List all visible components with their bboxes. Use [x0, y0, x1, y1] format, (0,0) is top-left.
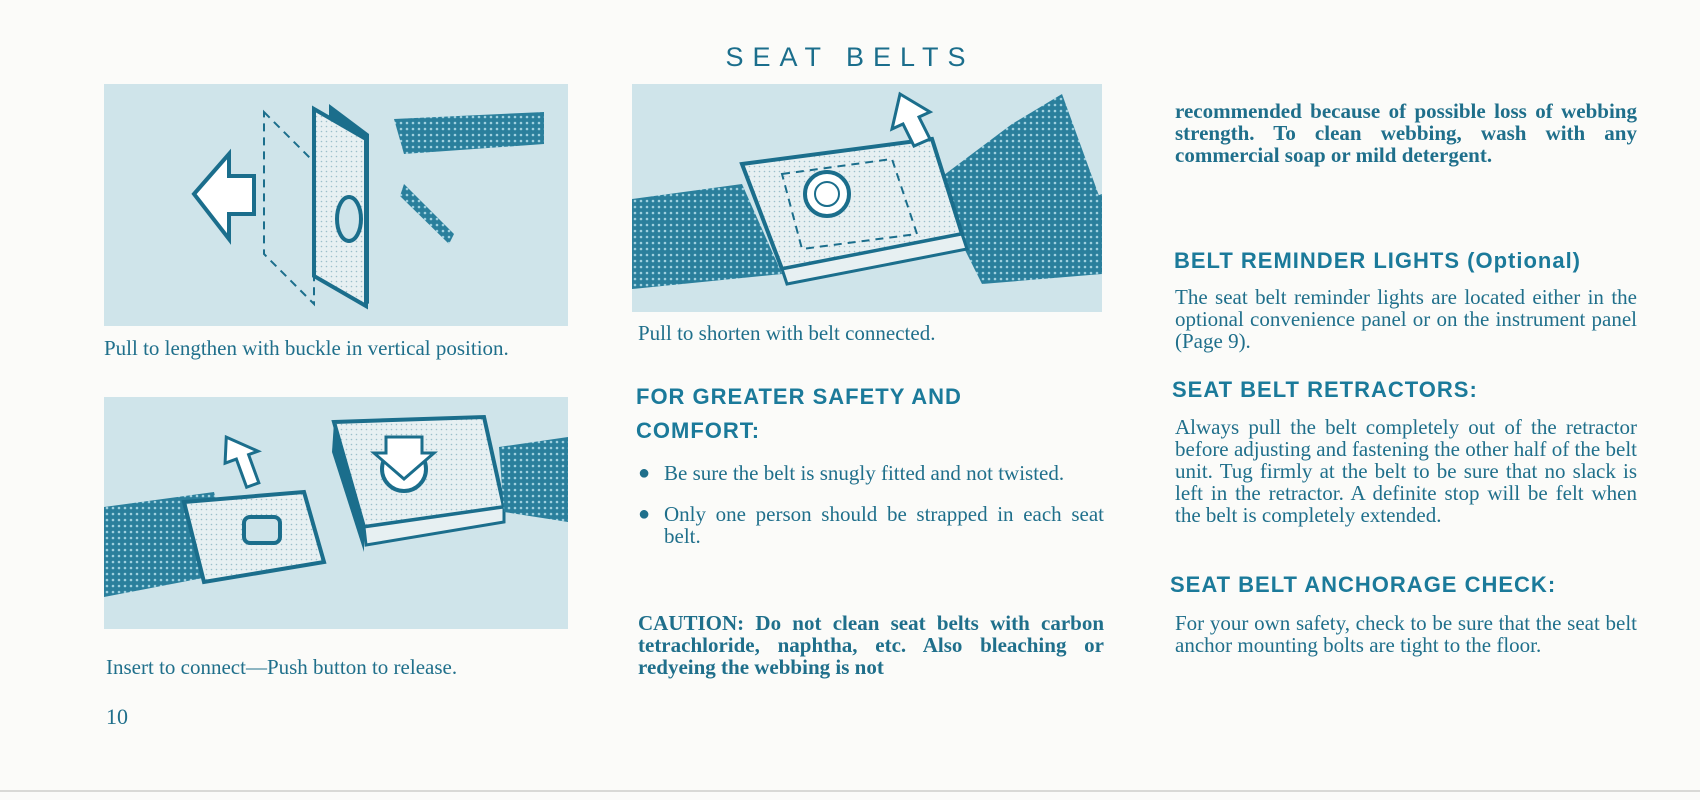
list-item	[638, 462, 1104, 484]
bullet-icon: ●	[638, 462, 651, 484]
bullet-text: Only one person should be strapped in each seat belt.	[664, 502, 1104, 548]
page-number: 10	[106, 704, 128, 729]
figure-insert-connect	[104, 397, 568, 629]
buckle-vertical-illustration	[104, 84, 568, 326]
heading-anchorage: SEAT BELT ANCHORAGE CHECK:	[1170, 572, 1557, 597]
bullet-text: Be sure the belt is snugly fitted and not twisted.	[664, 461, 1065, 485]
heading-greater-safety: FOR GREATER SAFETY AND COMFORT:	[636, 384, 962, 443]
list-item	[638, 503, 1104, 547]
caption-fig1: Pull to lengthen with buckle in vertical position.	[104, 336, 509, 360]
figure-pull-shorten	[632, 84, 1102, 312]
heading-reminder-lights: BELT REMINDER LIGHTS (Optional)	[1174, 248, 1582, 273]
figure-buckle-vertical	[104, 84, 568, 326]
insert-connect-illustration	[104, 397, 568, 629]
bullet-list	[638, 462, 1104, 547]
retractors-text: Always pull the belt completely out of the retractor before adjusting and fastening the other half of the belt unit. Tug firmly at the belt to be sure that no slack is left in the retractor. A definite stop will be felt when the belt is completely extended.	[1175, 415, 1637, 527]
bullet-icon: ●	[638, 503, 651, 525]
caption-fig2: Insert to connect—Push button to release.	[106, 655, 458, 679]
page-edge-divider	[0, 790, 1700, 792]
reminder-text: The seat belt reminder lights are located either in the optional convenience panel or on the instrument panel (Page 9).	[1175, 285, 1637, 353]
continuation-text: recommended because of possible loss of webbing strength. To clean webbing, wash with any commercial soap or mild detergent.	[1175, 99, 1637, 167]
page-title: SEAT BELTS	[725, 42, 975, 72]
anchorage-text: For your own safety, check to be sure that the seat belt anchor mounting bolts are tight to the floor.	[1175, 611, 1637, 657]
pull-shorten-illustration	[632, 84, 1102, 312]
caution-text: CAUTION: Do not clean seat belts with carbon tetrachloride, naphtha, etc. Also bleaching or redyeing the webbing is not	[638, 611, 1104, 679]
caption-fig3: Pull to shorten with belt connected.	[638, 321, 936, 345]
heading-retractors: SEAT BELT RETRACTORS:	[1172, 377, 1478, 402]
